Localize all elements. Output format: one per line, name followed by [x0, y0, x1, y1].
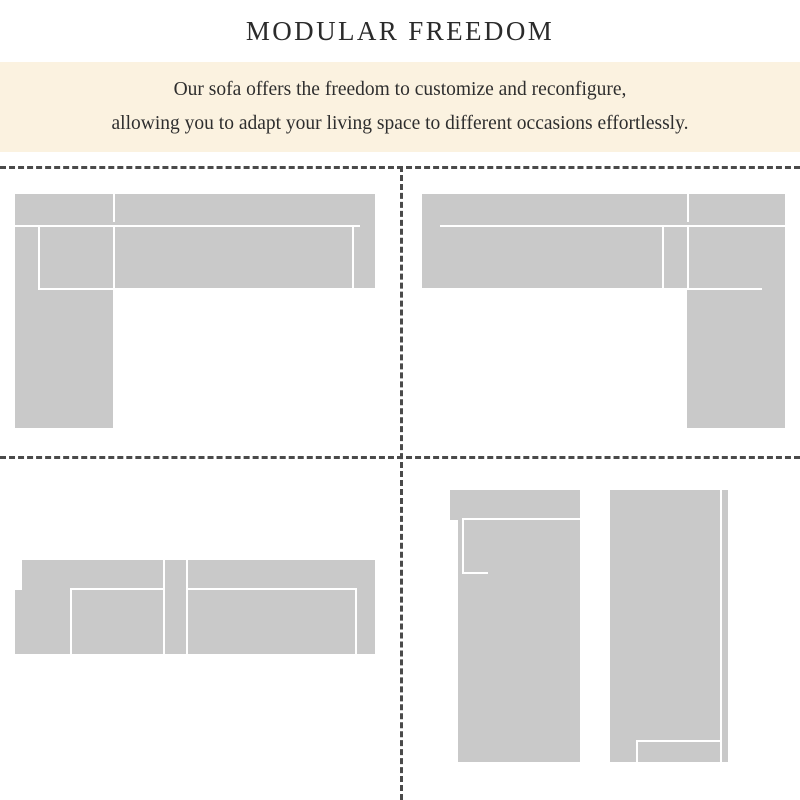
- config3-seam-d: [70, 588, 72, 654]
- config2-seam-b: [440, 225, 785, 227]
- config4-seam-f: [636, 740, 638, 762]
- sofa-config-2: [400, 166, 800, 456]
- config3-seat-row: [15, 590, 375, 654]
- config3-seam-b: [186, 560, 188, 654]
- config3-seam-e: [186, 588, 356, 590]
- config4-seam-a: [462, 518, 580, 520]
- config2-seam-a: [687, 194, 689, 222]
- config2-seam-f: [422, 288, 687, 290]
- config1-seam-b: [15, 225, 360, 227]
- page-title: MODULAR FREEDOM: [245, 16, 555, 46]
- config1-seam-c: [38, 225, 40, 290]
- config1-seam-a: [113, 194, 115, 222]
- config2-seam-d: [687, 225, 689, 290]
- config4-seam-d: [720, 490, 722, 762]
- config2-seam-e: [687, 288, 762, 290]
- config4-left-seat: [458, 520, 580, 762]
- config1-seam-f: [352, 225, 354, 290]
- config4-left-backrest: [450, 490, 580, 520]
- subtitle-band: [0, 62, 800, 152]
- subtitle-line-1: Our sofa offers the freedom to customize and reconfigure,: [173, 79, 627, 100]
- config4-seam-c: [462, 572, 488, 574]
- config2-seam-c: [662, 225, 664, 290]
- config4-seam-e: [636, 740, 720, 742]
- config2-seat-row: [422, 222, 785, 290]
- config2-chaise-leg: [687, 290, 785, 428]
- config3-seam-a: [163, 560, 165, 654]
- sofa-config-3: [0, 456, 400, 800]
- config3-backrest: [22, 560, 375, 590]
- config3-seam-f: [355, 588, 357, 654]
- sofa-config-4: [400, 456, 800, 800]
- subtitle-line-2: allowing you to adapt your living space to different occasions effortlessly.: [111, 113, 689, 134]
- config1-seam-g: [113, 288, 375, 290]
- config1-seat-row: [15, 222, 375, 290]
- config2-backrest: [422, 194, 785, 222]
- config1-backrest: [15, 194, 375, 222]
- config4-right-seat: [610, 490, 728, 762]
- config3-seam-c: [70, 588, 163, 590]
- sofa-config-1: [0, 166, 400, 456]
- config1-seam-d: [38, 288, 113, 290]
- config1-seam-e: [113, 225, 115, 290]
- config4-seam-b: [462, 518, 464, 574]
- config1-chaise-leg: [15, 290, 113, 428]
